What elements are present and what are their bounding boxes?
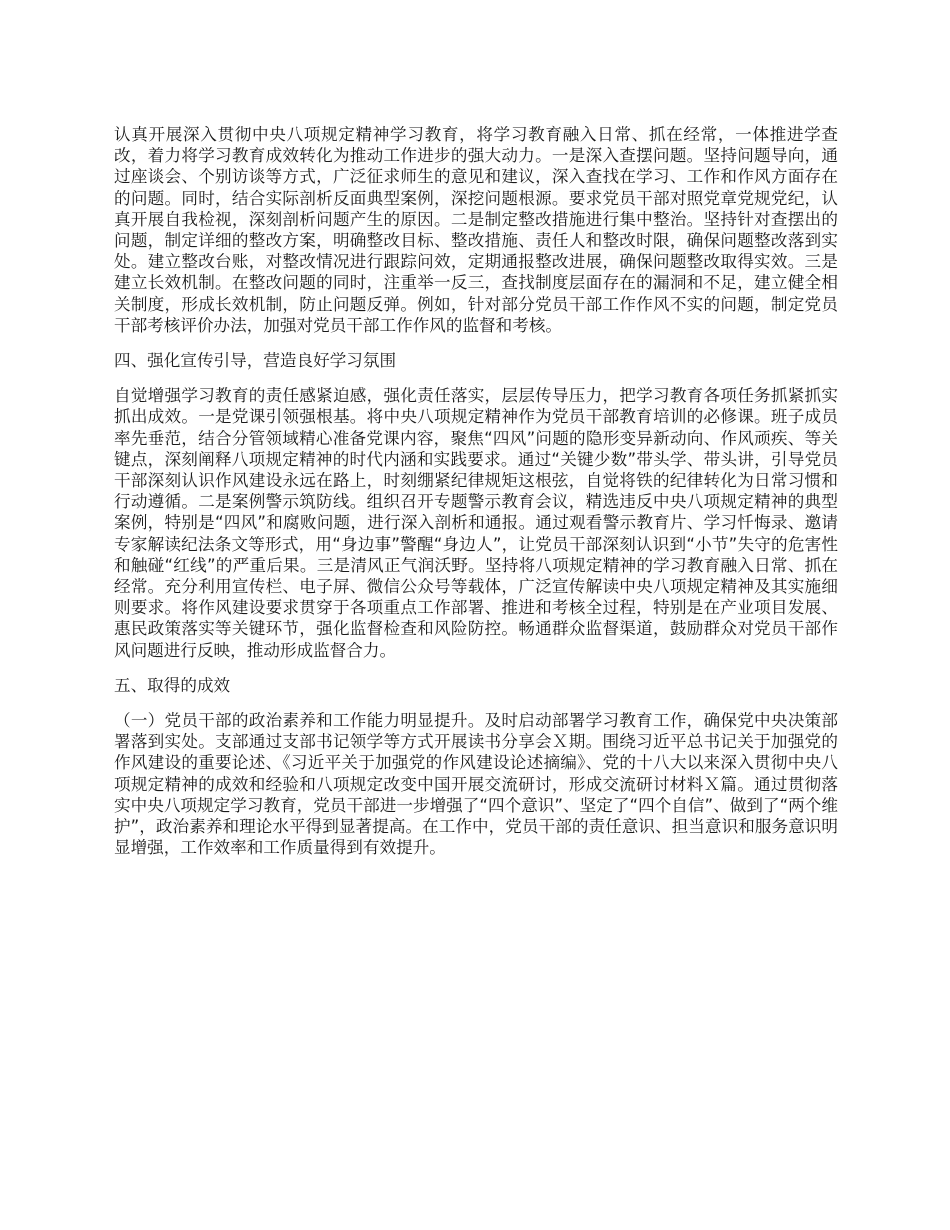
body-paragraph-results: （一）党员干部的政治素养和工作能力明显提升。及时启动部署学习教育工作，确保党中央决策部署落到实处。支部通过支部书记领学等方式开展读书分享会Ｘ期。围绕习近平总书记关于加强党的作风建设的重要论述、《习近平关于加强党的作风建设论述摘编》、党的十八大以来深入贯彻中央八项规定精神的成效和经验和八项规定改变中国开展交流研讨，形成交流研讨材料Ｘ篇。通过贯彻落实中央八项规定学习教育，党员干部进一步增强了“四个意识”、坚定了“四个自信”、做到了“两个维护”，政治素养和理论水平得到显著提高。在工作中，党员干部的责任意识、担当意识和服务意识明显增强，工作效率和工作质量得到有效提升。 — [114, 711, 838, 858]
section-heading-4: 四、强化宣传引导，营造良好学习氛围 — [114, 351, 397, 371]
document-body — [114, 124, 838, 873]
section-heading-5: 五、取得的成效 — [114, 675, 231, 695]
body-paragraph-publicity: 自觉增强学习教育的责任感紧迫感，强化责任落实，层层传导压力，把学习教育各项任务抓紧抓实抓出成效。一是党课引领强根基。将中央八项规定精神作为党员干部教育培训的必修课。班子成员率先垂范，结合分管领域精心准备党课内容，聚焦“四风”问题的隐形变异新动向、作风顽疾、等关键点，深刻阐释八项规定精神的时代内涵和实践要求。通过“关键少数”带头学、带头讲，引导党员干部深刻认识作风建设永远在路上，时刻绷紧纪律规矩这根弦，自觉将铁的纪律转化为日常习惯和行动遵循。二是案例警示筑防线。组织召开专题警示教育会议，精选违反中央八项规定精神的典型案例，特别是“四风”和腐败问题，进行深入剖析和通报。通过观看警示教育片、学习忏悔录、邀请专家解读纪法条文等形式，用“身边事”警醒“身边人”，让党员干部深刻认识到“小节”失守的危害性和触碰“红线”的严重后果。三是清风正气润沃野。坚持将八项规定精神的学习教育融入日常、抓在经常。充分利用宣传栏、电子屏、微信公众号等载体，广泛宣传解读中央八项规定精神及其实施细则要求。将作风建设要求贯穿于各项重点工作部署、推进和考核全过程，特别是在产业项目发展、惠民政策落实等关键环节，强化监督检查和风险防控。畅通群众监督渠道，鼓励群众对党员干部作风问题进行反映，推动形成监督合力。 — [114, 386, 838, 660]
body-paragraph-rectification: 认真开展深入贯彻中央八项规定精神学习教育，将学习教育融入日常、抓在经常，一体推进学查改，着力将学习教育成效转化为推动工作进步的强大动力。一是深入查摆问题。坚持问题导向，通过座谈会、个别访谈等方式，广泛征求师生的意见和建议，深入查找在学习、工作和作风方面存在的问题。同时，结合实际剖析反面典型案例，深挖问题根源。要求党员干部对照党章党规党纪，认真开展自我检视，深刻剖析问题产生的原因。二是制定整改措施进行集中整治。坚持针对查摆出的问题，制定详细的整改方案，明确整改目标、整改措施、责任人和整改时限，确保问题整改落到实处。建立整改台账，对整改情况进行跟踪问效，定期通报整改进展，确保问题整改取得实效。三是建立长效机制。在整改问题的同时，注重举一反三，查找制度层面存在的漏洞和不足，建立健全相关制度，形成长效机制，防止问题反弹。例如，针对部分党员干部工作作风不实的问题，制定党员干部考核评价办法，加强对党员干部工作作风的监督和考核。 — [114, 125, 838, 335]
